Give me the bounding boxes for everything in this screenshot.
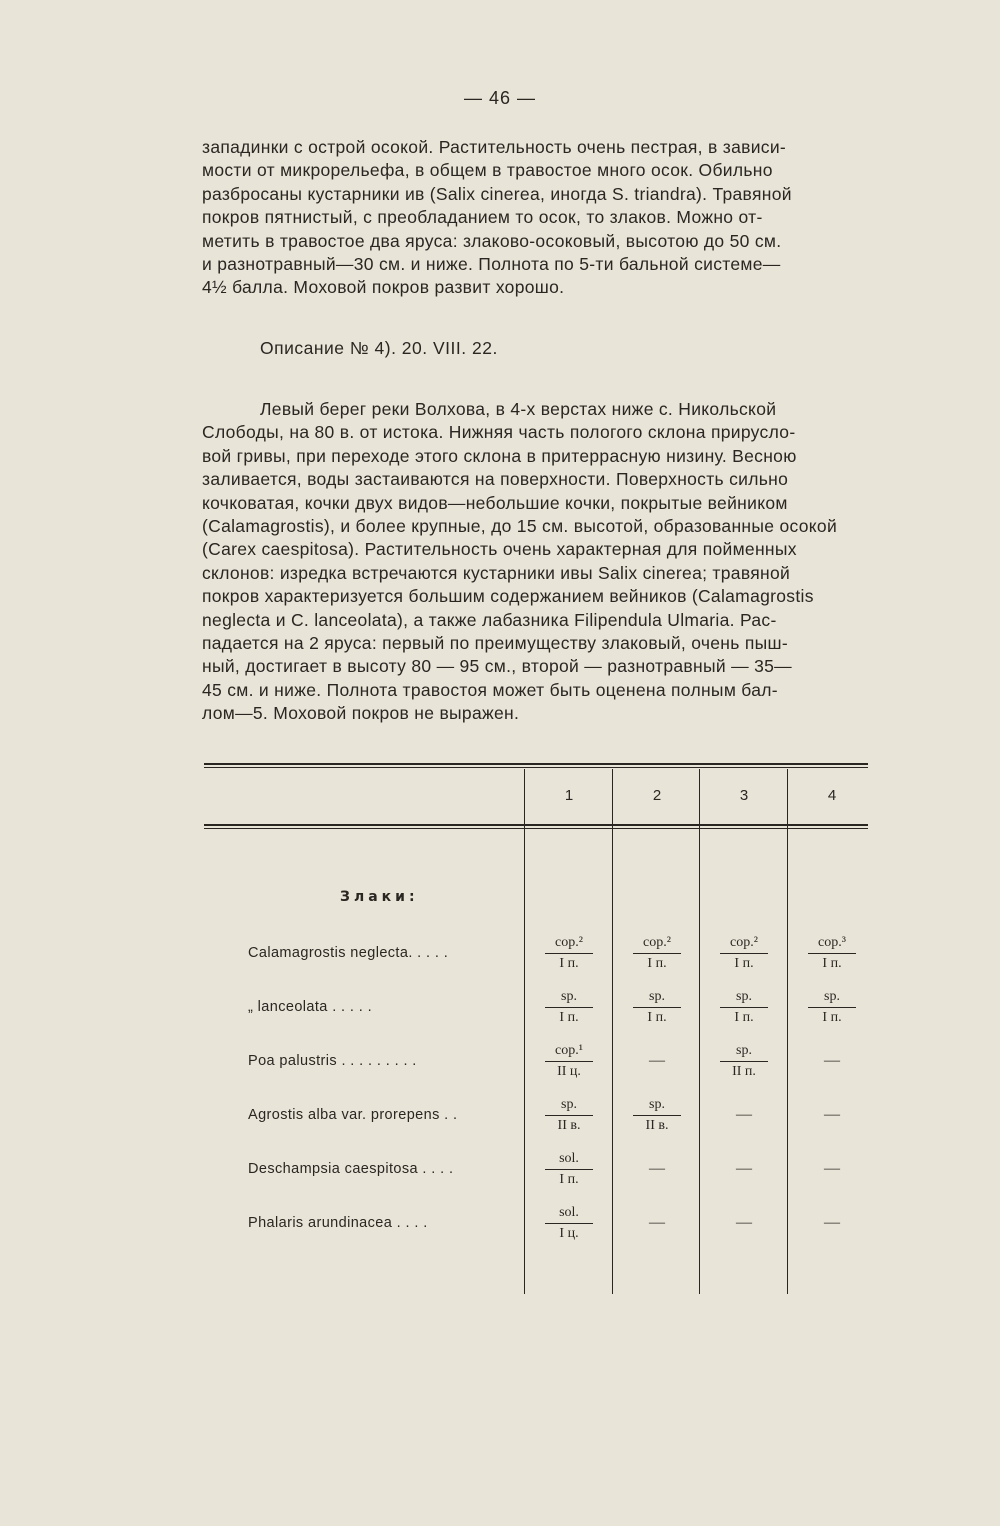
abundance-cell — [614, 933, 700, 985]
empty-cell: — — [824, 1214, 840, 1231]
abundance-value: sp. — [649, 989, 665, 1004]
table-header-rule — [204, 824, 868, 826]
column-header: 2 — [652, 787, 662, 804]
layer-value: II ц. — [557, 1064, 581, 1079]
species-name: Deschampsia caespitosa . . . . — [248, 1161, 454, 1177]
text-line: ный, достигает в высоту 80 — 95 см., второй — разнотравный — 35— — [202, 656, 792, 677]
section-label: Злаки: — [340, 889, 419, 905]
abundance-value: cop.² — [730, 935, 758, 950]
abundance-value: cop.¹ — [555, 1043, 583, 1058]
text-line: (Calamagrostis), и более крупные, до 15 см. высотой, образованные осокой — [202, 516, 838, 537]
layer-value: I п. — [734, 956, 754, 971]
layer-value: I п. — [647, 1010, 667, 1025]
layer-value: I п. — [647, 956, 667, 971]
text-line: Левый берег реки Волхова, в 4-х верстах ниже с. Никольской — [260, 399, 777, 419]
table-row — [204, 1095, 868, 1147]
species-name: Agrostis alba var. prorepens . . — [248, 1107, 458, 1123]
text-line: разбросаны кустарники ив (Salix cinerea, иногда S. triandra). Травяной — [202, 183, 792, 204]
layer-value: I п. — [559, 1010, 579, 1025]
text-line: покров пятнистый, с преобладанием то осок, то злаков. Можно от- — [202, 207, 763, 228]
column-header: 4 — [827, 787, 837, 804]
table-row — [204, 987, 868, 1039]
text-line: и разнотравный—30 см. и ниже. Полнота по 5-ти бальной системе— — [202, 254, 781, 275]
empty-cell: — — [736, 1160, 752, 1177]
layer-value: I п. — [559, 956, 579, 971]
text-line: кочковатая, кочки двух видов—небольшие кочки, покрытые вейником — [202, 492, 788, 513]
table-top-rule — [204, 763, 868, 765]
text-line: склонов: изредка встречаются кустарники ивы Salix cinerea; травяной — [202, 562, 791, 583]
abundance-cell — [701, 987, 787, 1039]
text-line: метить в травостое два яруса: злаково-осоковый, высотою до 50 см. — [202, 230, 782, 251]
empty-cell: — — [736, 1106, 752, 1123]
empty-cell: — — [824, 1106, 840, 1123]
abundance-value: sol. — [559, 1205, 579, 1220]
species-name: Calamagrostis neglecta. . . . . — [248, 945, 449, 961]
text-line: 4½ балла. Моховой покров развит хорошо. — [202, 277, 565, 298]
empty-cell: — — [736, 1214, 752, 1231]
table-row — [204, 1149, 868, 1201]
abundance-value: cop.³ — [818, 935, 846, 950]
species-name: „ lanceolata . . . . . — [248, 999, 373, 1015]
species-name: Poa palustris . . . . . . . . . — [248, 1053, 417, 1069]
abundance-cell — [526, 987, 612, 1039]
abundance-cell — [789, 933, 875, 985]
layer-value: II п. — [732, 1064, 756, 1079]
abundance-value: cop.² — [643, 935, 671, 950]
page-number: — 46 — — [463, 88, 537, 108]
abundance-cell — [614, 1095, 700, 1147]
species-table — [204, 763, 868, 1293]
empty-cell: — — [649, 1160, 665, 1177]
text-line: покров характеризуется большим содержанием вейников (Calamagrostis — [202, 586, 814, 607]
layer-value: I п. — [822, 1010, 842, 1025]
abundance-value: sp. — [649, 1097, 665, 1112]
abundance-cell — [614, 987, 700, 1039]
layer-value: I п. — [822, 956, 842, 971]
abundance-cell — [526, 1041, 612, 1093]
layer-value: I ц. — [559, 1226, 579, 1241]
abundance-value: sol. — [559, 1151, 579, 1166]
layer-value: II в. — [557, 1118, 581, 1133]
table-row — [204, 933, 868, 985]
text-line: мости от микрорельефа, в общем в травостое много осок. Обильно — [202, 160, 773, 181]
abundance-cell — [526, 1095, 612, 1147]
abundance-cell — [526, 1149, 612, 1201]
text-line: падается на 2 яруса: первый по преимуществу злаковый, очень пыш- — [202, 633, 788, 654]
species-name: Phalaris arundinacea . . . . — [248, 1215, 428, 1231]
abundance-cell — [526, 933, 612, 985]
empty-cell: — — [824, 1160, 840, 1177]
empty-cell: — — [649, 1052, 665, 1069]
abundance-cell — [701, 933, 787, 985]
main-paragraph — [202, 398, 920, 726]
abundance-value: sp. — [736, 989, 752, 1004]
column-header: 3 — [739, 787, 749, 804]
text-line: neglecta и C. lanceolata), а также лабазника Filipendula Ulmaria. Рас- — [202, 609, 777, 630]
empty-cell: — — [649, 1214, 665, 1231]
abundance-value: cop.² — [555, 935, 583, 950]
table-top-rule-thin — [204, 767, 868, 768]
table-row — [204, 1041, 868, 1093]
text-line: заливается, воды застаиваются на поверхности. Поверхность сильно — [202, 469, 789, 490]
abundance-cell — [701, 1041, 787, 1093]
text-line: (Carex caespitosa). Растительность очень характерная для пойменных — [202, 539, 797, 560]
table-header-rule-thin — [204, 828, 868, 829]
layer-value: I п. — [559, 1172, 579, 1187]
column-header: 1 — [564, 787, 574, 804]
description-heading: Описание № 4). 20. VIII. 22. — [260, 338, 498, 358]
layer-value: II в. — [645, 1118, 669, 1133]
text-line: западинки с острой осокой. Растительность очень пестрая, в зависи- — [202, 137, 787, 157]
abundance-value: sp. — [561, 1097, 577, 1112]
abundance-cell — [789, 987, 875, 1039]
abundance-value: sp. — [824, 989, 840, 1004]
text-line: Слободы, на 80 в. от истока. Нижняя часть пологого склона прирусло- — [202, 422, 796, 443]
text-line: 45 см. и ниже. Полнота травостоя может быть оценена полным бал- — [202, 679, 778, 700]
text-line: лом—5. Моховой покров не выражен. — [202, 703, 520, 724]
text-line: вой гривы, при переходе этого склона в притеррасную низину. Весною — [202, 445, 797, 466]
table-row — [204, 1203, 868, 1255]
empty-cell: — — [824, 1052, 840, 1069]
abundance-value: sp. — [561, 989, 577, 1004]
top-paragraph — [202, 136, 920, 300]
layer-value: I п. — [734, 1010, 754, 1025]
abundance-value: sp. — [736, 1043, 752, 1058]
abundance-cell — [526, 1203, 612, 1255]
